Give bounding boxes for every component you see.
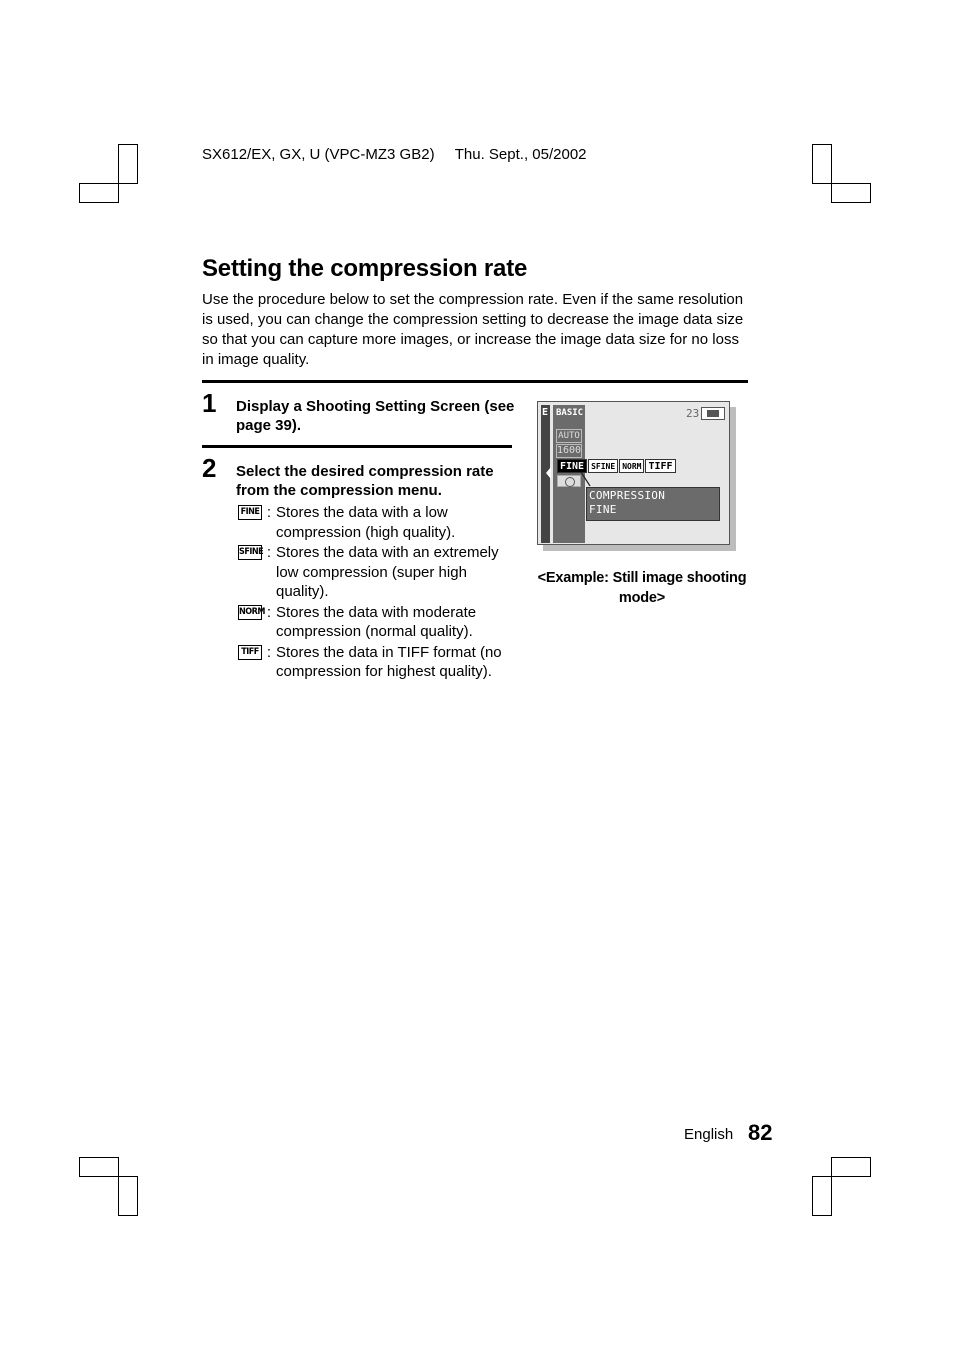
crop-mark bbox=[118, 1176, 138, 1216]
page-number: 82 bbox=[748, 1120, 773, 1145]
model-text: SX612/EX, GX, U (VPC-MZ3 GB2) bbox=[202, 146, 435, 163]
panel-line-1: COMPRESSION bbox=[589, 489, 666, 502]
info-panel bbox=[586, 487, 720, 521]
crop-mark bbox=[831, 1157, 871, 1177]
option-tiff: TIFF bbox=[645, 459, 675, 473]
figure-caption: <Example: Still image shooting mode> bbox=[537, 570, 747, 606]
step-number: 1 bbox=[202, 388, 217, 418]
crop-mark bbox=[79, 183, 119, 203]
basic-label: BASIC bbox=[556, 408, 584, 418]
step-text: Select the desired compression rate from the compression menu. bbox=[236, 463, 494, 499]
tiff-icon: TIFF bbox=[238, 645, 262, 660]
footer-language: English bbox=[684, 1126, 734, 1143]
compression-options bbox=[557, 459, 677, 473]
crop-mark bbox=[79, 1157, 119, 1177]
option-sfine: SFINE bbox=[588, 459, 618, 473]
definition-text: Stores the data with moderate compression (normal quality). bbox=[276, 603, 477, 640]
print-header bbox=[202, 146, 587, 163]
date-text: Thu. Sept., 05/2002 bbox=[454, 146, 587, 163]
step-rule bbox=[202, 445, 512, 448]
norm-icon: NORM bbox=[238, 605, 262, 620]
panel-line-2: FINE bbox=[589, 503, 617, 516]
iso-auto: AUTO bbox=[556, 429, 582, 443]
crop-mark bbox=[812, 144, 832, 184]
sfine-icon: SFINE bbox=[238, 545, 262, 560]
page-title: Setting the compression rate bbox=[202, 255, 528, 282]
crop-mark bbox=[831, 183, 871, 203]
definition-row: TIFF : Stores the data in TIFF format (no compression for highest quality). bbox=[238, 643, 518, 682]
intro-paragraph: Use the procedure below to set the compression rate. Even if the same resolution is used, you can change the compression setting to decrease the image data size so that you can capture more images, or increase the image data size for no loss in image quality. bbox=[202, 291, 744, 368]
camera-screen-illustration bbox=[537, 401, 732, 547]
definition-row: NORM : Stores the data with moderate compression (normal quality). bbox=[238, 603, 518, 642]
shot-count: 23 bbox=[686, 407, 700, 420]
memory-card-icon bbox=[701, 407, 725, 420]
option-norm: NORM bbox=[619, 459, 644, 473]
definition-text: Stores the data in TIFF format (no compression for highest quality). bbox=[276, 643, 502, 680]
left-arrow-icon bbox=[546, 467, 551, 479]
lcd-screen bbox=[537, 401, 730, 545]
mode-letter: E bbox=[542, 407, 549, 418]
definition-text: Stores the data with an extremely low compression (super high quality). bbox=[276, 544, 499, 600]
iso-value: 1600 bbox=[557, 445, 582, 456]
crop-mark bbox=[118, 144, 138, 184]
step-text: Display a Shooting Setting Screen (see page 39). bbox=[236, 398, 515, 434]
crop-mark bbox=[812, 1176, 832, 1216]
definition-text: Stores the data with a low compression (high quality). bbox=[276, 504, 456, 541]
compression-definitions bbox=[238, 503, 518, 683]
definition-row: FINE : Stores the data with a low compression (high quality). bbox=[238, 503, 518, 542]
step-number: 2 bbox=[202, 453, 217, 483]
option-fine: FINE bbox=[557, 459, 587, 473]
definition-row: SFINE : Stores the data with an extremely low compression (super high quality). bbox=[238, 543, 518, 602]
section-rule bbox=[202, 380, 748, 383]
fine-icon: FINE bbox=[238, 505, 262, 520]
